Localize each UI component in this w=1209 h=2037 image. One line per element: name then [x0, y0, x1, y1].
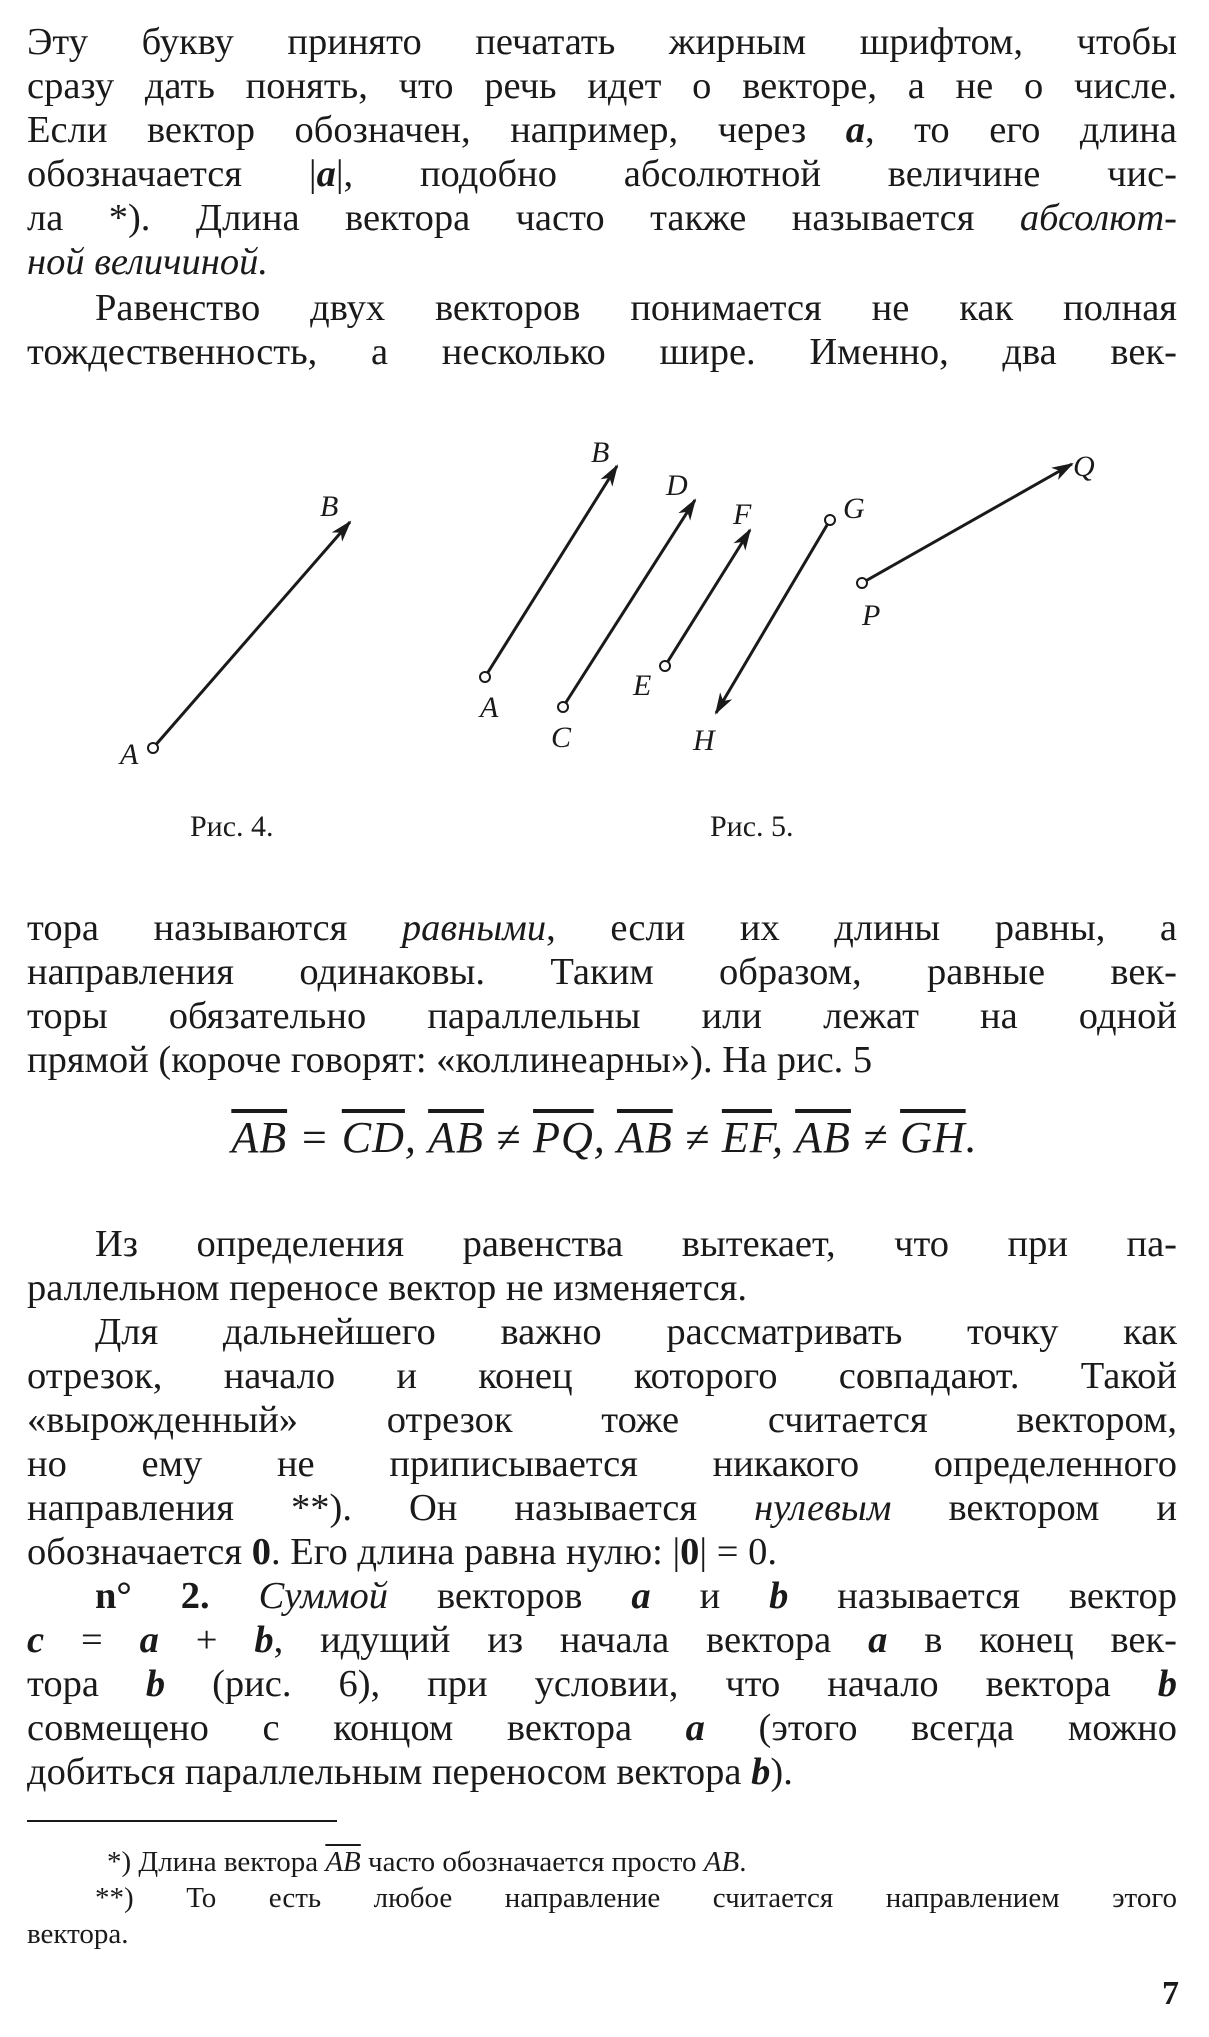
figures-4-5 [0, 430, 1209, 850]
label-f: F [733, 498, 752, 531]
vector-figures [0, 430, 1209, 850]
footnote-1: *) Длина вектора $\overline{AB}$ часто обозначается просто AB. [107, 1846, 747, 1878]
page-number: 7 [1162, 1975, 1179, 2012]
label-a: A [480, 691, 499, 724]
text-line: Эту букву принято печатать жирным шрифтом, чтобы [27, 21, 1177, 63]
text-line: Равенство двух векторов понимается не как полная [95, 287, 1177, 329]
text-line: отрезок, начало и конец которого совпадают. Такой [27, 1355, 1177, 1397]
footnote-2: **) То есть любое направление считается направлением этого [95, 1882, 1177, 1914]
text-line: сразу дать понять, что речь идет о векторе, а не о числе. [27, 65, 1177, 107]
fig4-vector-ab [118, 490, 350, 771]
footnote-divider [27, 1820, 337, 1822]
label-a: A [120, 738, 139, 771]
text-line: Для дальнейшего важно рассматривать точку как [95, 1311, 1177, 1353]
text-line: прямой (короче говорят: «коллинеарны»). На рис. 5 [27, 1039, 873, 1081]
paragraph-vector-equality [27, 286, 1177, 374]
text-line: совмещено с концом вектора a (этого всегда можно [27, 1707, 1177, 1749]
fig5-vector-cd [551, 469, 695, 754]
text-line: Из определения равенства вытекает, что при па- [95, 1223, 1177, 1265]
label-e: E [633, 669, 652, 702]
text-line: направления одинаковы. Таким образом, равные век- [27, 951, 1177, 993]
label-b: B [320, 490, 339, 523]
label-d: D [666, 469, 688, 502]
footnotes [27, 1844, 1177, 1952]
fig5-vector-ef [632, 498, 752, 702]
label-p: P [862, 599, 881, 632]
text-line: тождественность, а несколько шире. Именно, два век- [27, 331, 1177, 373]
text-line: обозначается 0. Его длина равна нулю: |0| = 0. [27, 1531, 777, 1573]
fig5-vector-ab [478, 436, 617, 724]
text-line: но ему не приписывается никакого определенного [27, 1443, 1177, 1485]
figure-5-caption: Рис. 5. [710, 810, 794, 843]
paragraph-vector-sum [27, 1574, 1177, 1794]
footnote-2-cont: вектора. [27, 1918, 129, 1950]
text-line: c = a + b, идущий из начала вектора a в конец век- [27, 1619, 1178, 1661]
text-line: раллельном переносе вектор не изменяется. [27, 1267, 748, 1309]
fig5-vector-gh [692, 492, 865, 757]
text-line: «вырожденный» отрезок тоже считается вектором, [27, 1399, 1177, 1441]
text-line: направления **). Он называется нулевым вектором и [27, 1487, 1177, 1529]
paragraph-parallel-translation [27, 1222, 1177, 1310]
label-h: H [693, 724, 715, 757]
text-line: ла *). Длина вектора часто также называется абсолют- [27, 197, 1177, 239]
figure-4-caption: Рис. 4. [190, 810, 274, 843]
fig5-vector-pq [857, 450, 1095, 632]
text-line: n° 2. Суммой векторов a и b называется вектор [95, 1575, 1177, 1617]
text-line: Если вектор обозначен, например, через a, то его длина [27, 109, 1177, 151]
paragraph-vector-notation [27, 20, 1177, 284]
label-b: B [591, 436, 610, 469]
text-line: тора называются равными, если их длины равны, а [27, 907, 1177, 949]
equality-formula: $\overline{AB} = \overline{CD}$, $\overline{AB} \ne \overline{PQ}$, $\overline{AB} \ne \overline{EF}$, $\overline{AB} \ne \overline{GH}$. [231, 1113, 978, 1162]
text-line: ной величиной. [27, 241, 268, 283]
paragraph-zero-vector [27, 1310, 1177, 1574]
text-line: добиться параллельным переносом вектора b). [27, 1751, 793, 1793]
label-c: C [551, 721, 572, 754]
text-line: тора b (рис. 6), при условии, что начало вектора b [27, 1663, 1178, 1705]
label-q: Q [1073, 450, 1095, 483]
text-line: обозначается |a|, подобно абсолютной величине чис- [27, 153, 1177, 195]
paragraph-equal-vectors [27, 906, 1177, 1082]
label-g: G [843, 492, 865, 525]
text-line: торы обязательно параллельны или лежат на одной [27, 995, 1177, 1037]
